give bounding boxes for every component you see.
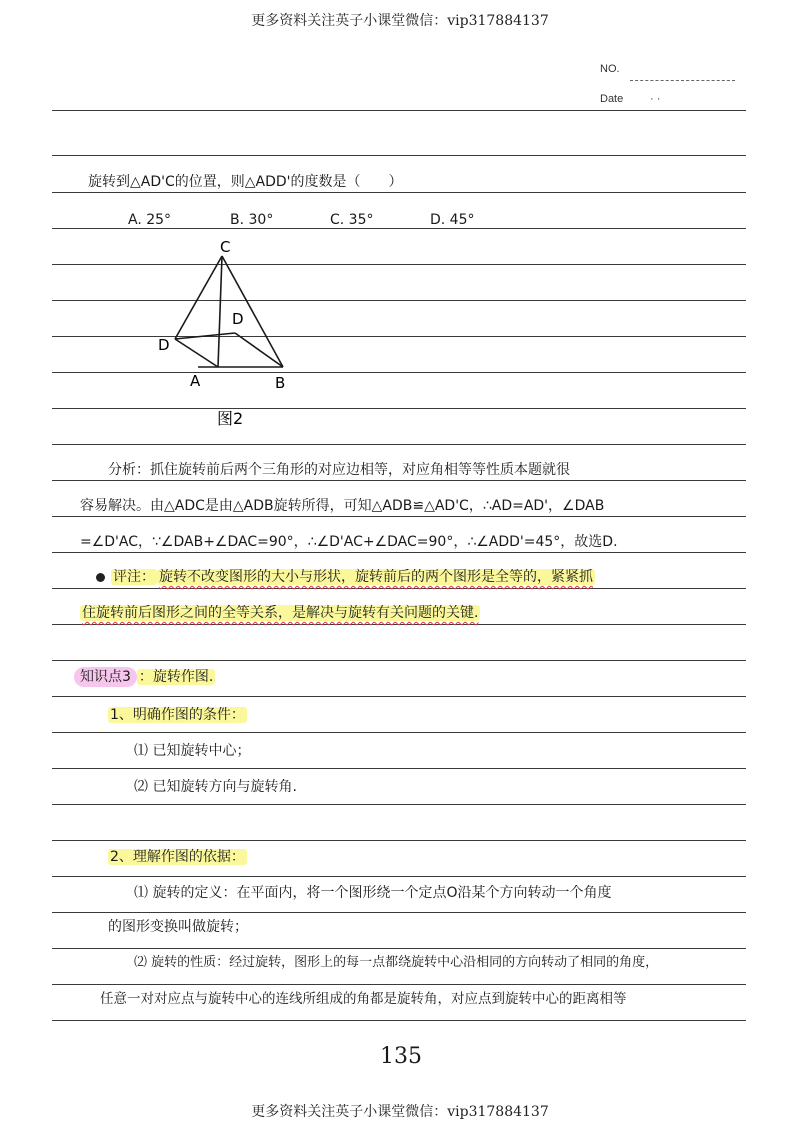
knowledge-title-rest: ：旋转作图. bbox=[138, 669, 214, 685]
option-d: D. 45° bbox=[430, 212, 475, 228]
segment-d-prime-b bbox=[235, 333, 283, 367]
analysis-line-3: =∠D'AC，∵∠DAB+∠DAC=90°，∴∠D'AC+∠DAC=90°，∴∠ADD'=45°，故选D. bbox=[80, 534, 618, 550]
watermark-bottom: 更多资料关注英子小课堂微信：vip317884137 bbox=[251, 1104, 549, 1120]
analysis-line-1: 分析：抓住旋转前后两个三角形的对应边相等，对应角相等等性质本题就很 bbox=[108, 462, 570, 478]
section-1-item-2: ⑵ 已知旋转方向与旋转角. bbox=[134, 779, 297, 795]
segment-cd bbox=[175, 256, 222, 339]
watermark-top: 更多资料关注英子小课堂微信：vip317884137 bbox=[251, 13, 549, 29]
header-date-label: Date bbox=[600, 93, 624, 105]
segment-dd-prime bbox=[175, 333, 235, 339]
comment-text-2: 住旋转前后图形之间的全等关系，是解决与旋转有关问题的关键. bbox=[82, 605, 479, 621]
header-no-dash bbox=[630, 80, 735, 81]
segment-da bbox=[175, 339, 218, 367]
knowledge-title-prefix: 知识点3 bbox=[74, 667, 137, 687]
option-b: B. 30° bbox=[230, 212, 274, 228]
property-line-2: 任意一对对应点与旋转中心的连线所组成的角都是旋转角，对应点到旋转中心的距离相等 bbox=[100, 991, 627, 1007]
header-date-dots: · · bbox=[650, 93, 661, 105]
label-d: D bbox=[158, 336, 170, 354]
comment-line-1 bbox=[96, 568, 595, 586]
label-c: C bbox=[220, 238, 231, 256]
definition-line-2: 的图形变换叫做旋转； bbox=[108, 919, 248, 935]
rotation-figure bbox=[140, 232, 320, 432]
analysis-line-2: 容易解决。由△ADC是由△ADB旋转所得，可知△ADB≌△AD'C，∴AD=AD'，∠DAB bbox=[80, 498, 605, 514]
property-line-1: ⑵ 旋转的性质：经过旋转，图形上的每一点都绕旋转中心沿相同的方向转动了相同的角度， bbox=[134, 955, 659, 970]
knowledge-title bbox=[74, 668, 215, 686]
label-a: A bbox=[190, 372, 201, 390]
label-d-prime: D bbox=[232, 310, 244, 328]
segment-ca bbox=[218, 256, 222, 367]
question-stem: 旋转到△AD'C的位置，则△ADD'的度数是（ ） bbox=[88, 174, 403, 190]
section-1-item-1: ⑴ 已知旋转中心； bbox=[134, 743, 251, 759]
definition-line-1: ⑴ 旋转的定义：在平面内，将一个图形绕一个定点O沿某个方向转动一个角度 bbox=[134, 885, 612, 901]
section-1-text: 1、明确作图的条件： bbox=[110, 707, 245, 723]
comment-label: 评注： bbox=[113, 569, 155, 585]
figure-caption: 图2 bbox=[217, 409, 244, 428]
bullet-icon bbox=[96, 573, 105, 582]
page-number: 135 bbox=[380, 1044, 422, 1069]
section-2-heading bbox=[108, 848, 247, 866]
option-a: A. 25° bbox=[128, 212, 172, 228]
label-b: B bbox=[275, 374, 286, 392]
header-no-label: NO. bbox=[600, 63, 620, 75]
comment-line-2 bbox=[80, 604, 480, 622]
section-2-text: 2、理解作图的依据： bbox=[110, 849, 245, 865]
option-c: C. 35° bbox=[330, 212, 374, 228]
section-1-heading bbox=[108, 706, 247, 724]
comment-text-1: 旋转不改变图形的大小与形状，旋转前后的两个图形是全等的，紧紧抓 bbox=[159, 569, 593, 585]
